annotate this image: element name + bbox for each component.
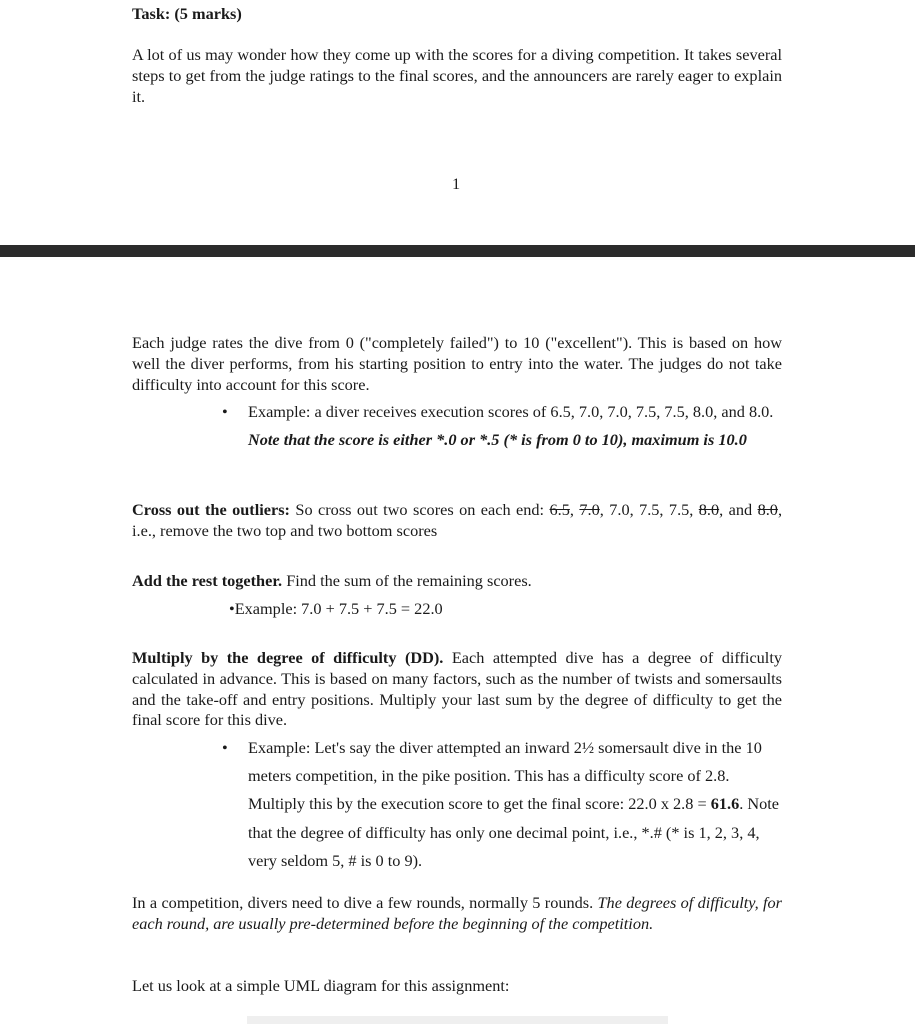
multiply-example-tail: . Note that the degree of difficulty has only one decimal point, i.e., *.# (* is 1, 2, 3, 4, very seldom 5, # is 0 to 9). — [248, 794, 780, 870]
uml-diagram-placeholder — [247, 1016, 668, 1024]
remaining-scores: , 7.0, 7.5, 7.5, — [599, 500, 699, 519]
cross-out-text: So cross out two scores on each end: — [289, 500, 550, 519]
task-heading: Task: (5 marks) — [132, 4, 242, 23]
list-item — [222, 398, 782, 454]
multiply-example-list — [222, 734, 782, 875]
judge-example-text: Example: a diver receives execution scores of 6.5, 7.0, 7.0, 7.5, 7.5, 8.0, and 8.0. — [248, 402, 774, 421]
rounds-text: In a competition, divers need to dive a few rounds, normally 5 rounds. — [132, 893, 598, 912]
uml-intro: Let us look at a simple UML diagram for this assignment: — [132, 976, 510, 995]
struck-score: 7.0 — [579, 500, 600, 519]
cross-out-paragraph — [132, 500, 782, 542]
struck-score: 6.5 — [549, 500, 570, 519]
judge-example-note: Note that the score is either *.0 or *.5 (* is from 0 to 10), maximum is 10.0 — [248, 430, 747, 450]
multiply-example-text: Example: Let's say the diver attempted an inward 2½ somersault dive in the 10 meters competition, in the pike position. This has a difficulty score of 2.8. Multiply this by the execution score to get the final score: 22.0 x 2.8 = — [248, 738, 762, 814]
judge-rating-paragraph: Each judge rates the dive from 0 ("completely failed") to 10 ("excellent"). This is based on how well the diver performs, from his starting position to entry into the water. The judges do not take difficulty into account for this score. — [132, 333, 782, 394]
multiply-text: Each attempted dive has a degree of difficulty calculated in advance. This is based on many factors, such as the number of twists and somersaults and the take-off and entry positions. Multiply your last sum by the degree of difficulty to get the final score for this dive. — [132, 648, 782, 730]
add-rest-text: Find the sum of the remaining scores. — [282, 571, 532, 590]
bullet-icon: • — [229, 599, 235, 618]
add-rest-example-text: Example: 7.0 + 7.5 + 7.5 = 22.0 — [234, 599, 443, 618]
and-text: , and — [719, 500, 758, 519]
list-item — [222, 734, 782, 875]
cross-out-tail: , i.e., remove the two top and two bottom scores — [132, 500, 783, 540]
page-number: 1 — [452, 174, 461, 193]
add-rest-example — [229, 595, 443, 623]
final-score-value: 61.6 — [710, 794, 740, 814]
multiply-paragraph — [132, 648, 782, 731]
bullet-icon: • — [222, 402, 228, 421]
struck-score: 8.0 — [757, 500, 778, 519]
page-divider — [0, 245, 915, 257]
judge-example-list — [222, 398, 782, 454]
bullet-icon: • — [222, 738, 228, 757]
multiply-heading: Multiply by the degree of difficulty (DD). — [132, 648, 444, 667]
add-rest-paragraph — [132, 571, 782, 592]
rounds-paragraph — [132, 893, 782, 935]
add-rest-heading: Add the rest together. — [132, 571, 283, 590]
cross-out-heading: Cross out the outliers: — [132, 500, 290, 519]
struck-score: 8.0 — [698, 500, 720, 519]
intro-paragraph: A lot of us may wonder how they come up with the scores for a diving competition. It takes several steps to get from the judge ratings to the final scores, and the announcers are rarely eager to explain it. — [132, 45, 782, 106]
rounds-italic-text: The degrees of difficulty, for each round, are usually pre-determined before the beginning of the competition. — [132, 893, 782, 933]
score-separator: , — [569, 500, 580, 519]
